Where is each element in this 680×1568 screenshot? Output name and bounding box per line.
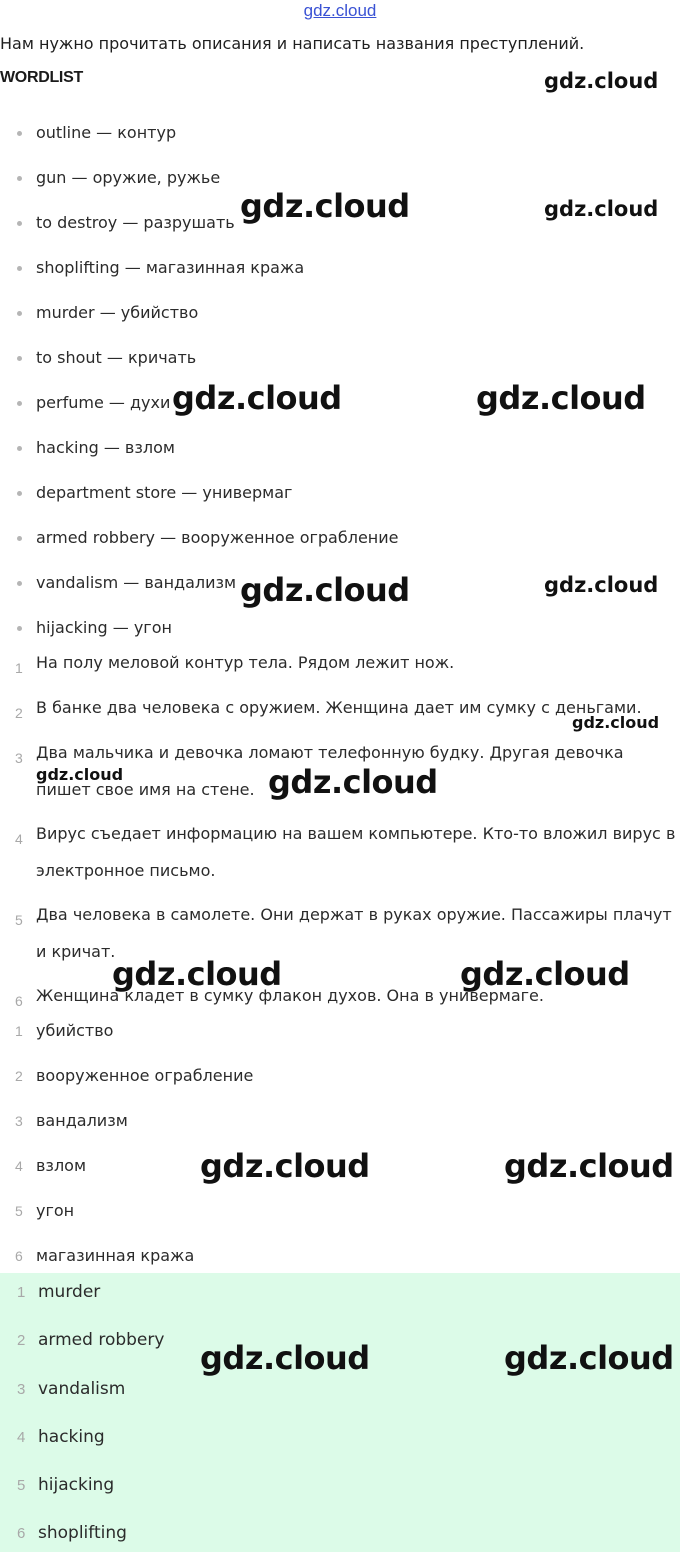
- watermark: gdz.cloud: [504, 1147, 674, 1185]
- task-item: [0, 821, 680, 902]
- watermark: gdz.cloud: [36, 765, 124, 784]
- answer-text: взлом: [36, 1156, 87, 1175]
- wordlist-entry: murder — убийство: [36, 303, 199, 322]
- task-text: В банке два человека с оружием. Женщина дает им сумку с деньгами.: [36, 698, 642, 717]
- watermark: gdz.cloud: [200, 1339, 370, 1377]
- wordlist-entry: outline — контур: [36, 123, 177, 142]
- wordlist-entry: hijacking — угон: [36, 618, 172, 637]
- answer-text: hacking: [38, 1426, 105, 1447]
- item-number: 4: [15, 831, 23, 847]
- bullet-icon: [17, 356, 22, 361]
- answer-text: shoplifting: [38, 1523, 127, 1544]
- wordlist-item: [0, 435, 399, 480]
- answers-english: [0, 1278, 164, 1568]
- answer-text: vandalism: [38, 1378, 126, 1399]
- wordlist-item: [0, 255, 399, 300]
- bullet-icon: [17, 491, 22, 496]
- watermark: gdz.cloud: [240, 571, 410, 609]
- item-number: 5: [15, 1203, 23, 1219]
- item-number: 3: [15, 1113, 23, 1129]
- wordlist-entry: armed robbery — вооруженное ограбление: [36, 528, 399, 547]
- answers-english-block: [0, 1273, 680, 1552]
- item-number: 3: [17, 1380, 26, 1398]
- task-text: На полу меловой контур тела. Рядом лежит нож.: [36, 653, 455, 672]
- wordlist-entry: to shout — кричать: [36, 348, 197, 367]
- answer-item: [0, 1278, 164, 1326]
- wordlist-entry: department store — универмаг: [36, 483, 293, 502]
- answer-text: вандализм: [36, 1111, 128, 1130]
- watermark: gdz.cloud: [200, 1147, 370, 1185]
- answer-text: магазинная кража: [36, 1246, 195, 1265]
- item-number: 2: [17, 1332, 26, 1350]
- watermark: gdz.cloud: [544, 197, 659, 221]
- bullet-icon: [17, 446, 22, 451]
- item-number: 6: [15, 993, 23, 1009]
- item-number: 2: [15, 1068, 23, 1084]
- item-number: 2: [15, 705, 23, 721]
- watermark: gdz.cloud: [268, 763, 438, 801]
- wordlist-entry: gun — оружие, ружье: [36, 168, 221, 187]
- item-number: 1: [15, 1023, 23, 1039]
- answer-item: [0, 1423, 164, 1471]
- watermark: gdz.cloud: [172, 379, 342, 417]
- wordlist-heading: WORDLIST: [0, 69, 83, 86]
- task-text: Женщина кладет в сумку флакон духов. Она в универмаге.: [36, 986, 544, 1005]
- wordlist-entry: hacking — взлом: [36, 438, 175, 457]
- bullet-icon: [17, 401, 22, 406]
- item-number: 1: [17, 1284, 26, 1301]
- item-number: 5: [15, 912, 23, 928]
- answer-text: murder: [38, 1282, 101, 1302]
- item-number: 3: [15, 750, 23, 766]
- bullet-icon: [17, 266, 22, 271]
- wordlist-entry: perfume — духи: [36, 393, 171, 412]
- answer-text: вооруженное ограбление: [36, 1066, 254, 1085]
- item-number: 4: [17, 1428, 26, 1446]
- site-mark-link[interactable]: gdz.cloud: [303, 1, 377, 20]
- watermark: gdz.cloud: [544, 573, 659, 597]
- watermark: gdz.cloud: [112, 955, 282, 993]
- wordlist-entry: vandalism — вандализм: [36, 573, 237, 592]
- wordlist-item: [0, 120, 399, 165]
- answer-item: [0, 1018, 253, 1063]
- answer-text: угон: [36, 1201, 75, 1220]
- bullet-icon: [17, 221, 22, 226]
- answer-item: [0, 1326, 164, 1374]
- answer-text: hijacking: [38, 1475, 115, 1496]
- item-number: 6: [15, 1248, 23, 1264]
- bullet-icon: [17, 131, 22, 136]
- item-number: 6: [17, 1525, 26, 1543]
- answer-item: [0, 1198, 253, 1243]
- watermark: gdz.cloud: [476, 379, 646, 417]
- task-text: Два мальчика и девочка ломают телефонную будку. Другая девочка пишет свое имя на стене.: [36, 743, 624, 799]
- watermark: gdz.cloud: [240, 187, 410, 225]
- answer-item: [0, 1063, 253, 1108]
- wordlist-item: [0, 480, 399, 525]
- watermark: gdz.cloud: [460, 955, 630, 993]
- wordlist-entry: shoplifting — магазинная кража: [36, 258, 305, 277]
- answer-item: [0, 1471, 164, 1519]
- answer-text: убийство: [36, 1021, 114, 1040]
- bullet-icon: [17, 626, 22, 631]
- bullet-icon: [17, 311, 22, 316]
- bullet-icon: [17, 581, 22, 586]
- wordlist-entry: to destroy — разрушать: [36, 213, 235, 232]
- bullet-icon: [17, 176, 22, 181]
- watermark: gdz.cloud: [504, 1339, 674, 1377]
- bullet-icon: [17, 536, 22, 541]
- watermark: gdz.cloud: [544, 69, 659, 93]
- item-number: 4: [15, 1158, 23, 1174]
- wordlist-item: [0, 300, 399, 345]
- item-number: 5: [17, 1477, 26, 1495]
- task-instruction: Нам нужно прочитать описания и написать названия преступлений.: [0, 34, 585, 53]
- answer-item: [0, 1375, 164, 1423]
- answer-text: armed robbery: [38, 1330, 165, 1351]
- wordlist-item: [0, 525, 399, 570]
- answer-item: [0, 1519, 164, 1567]
- task-text: Два человека в самолете. Они держат в руках оружие. Пассажиры плачут и кричат.: [36, 905, 672, 961]
- task-text: Вирус съедает информацию на вашем компьютере. Кто-то вложил вирус в электронное письмо.: [36, 824, 676, 880]
- watermark: gdz.cloud: [572, 713, 660, 732]
- item-number: 1: [15, 660, 23, 676]
